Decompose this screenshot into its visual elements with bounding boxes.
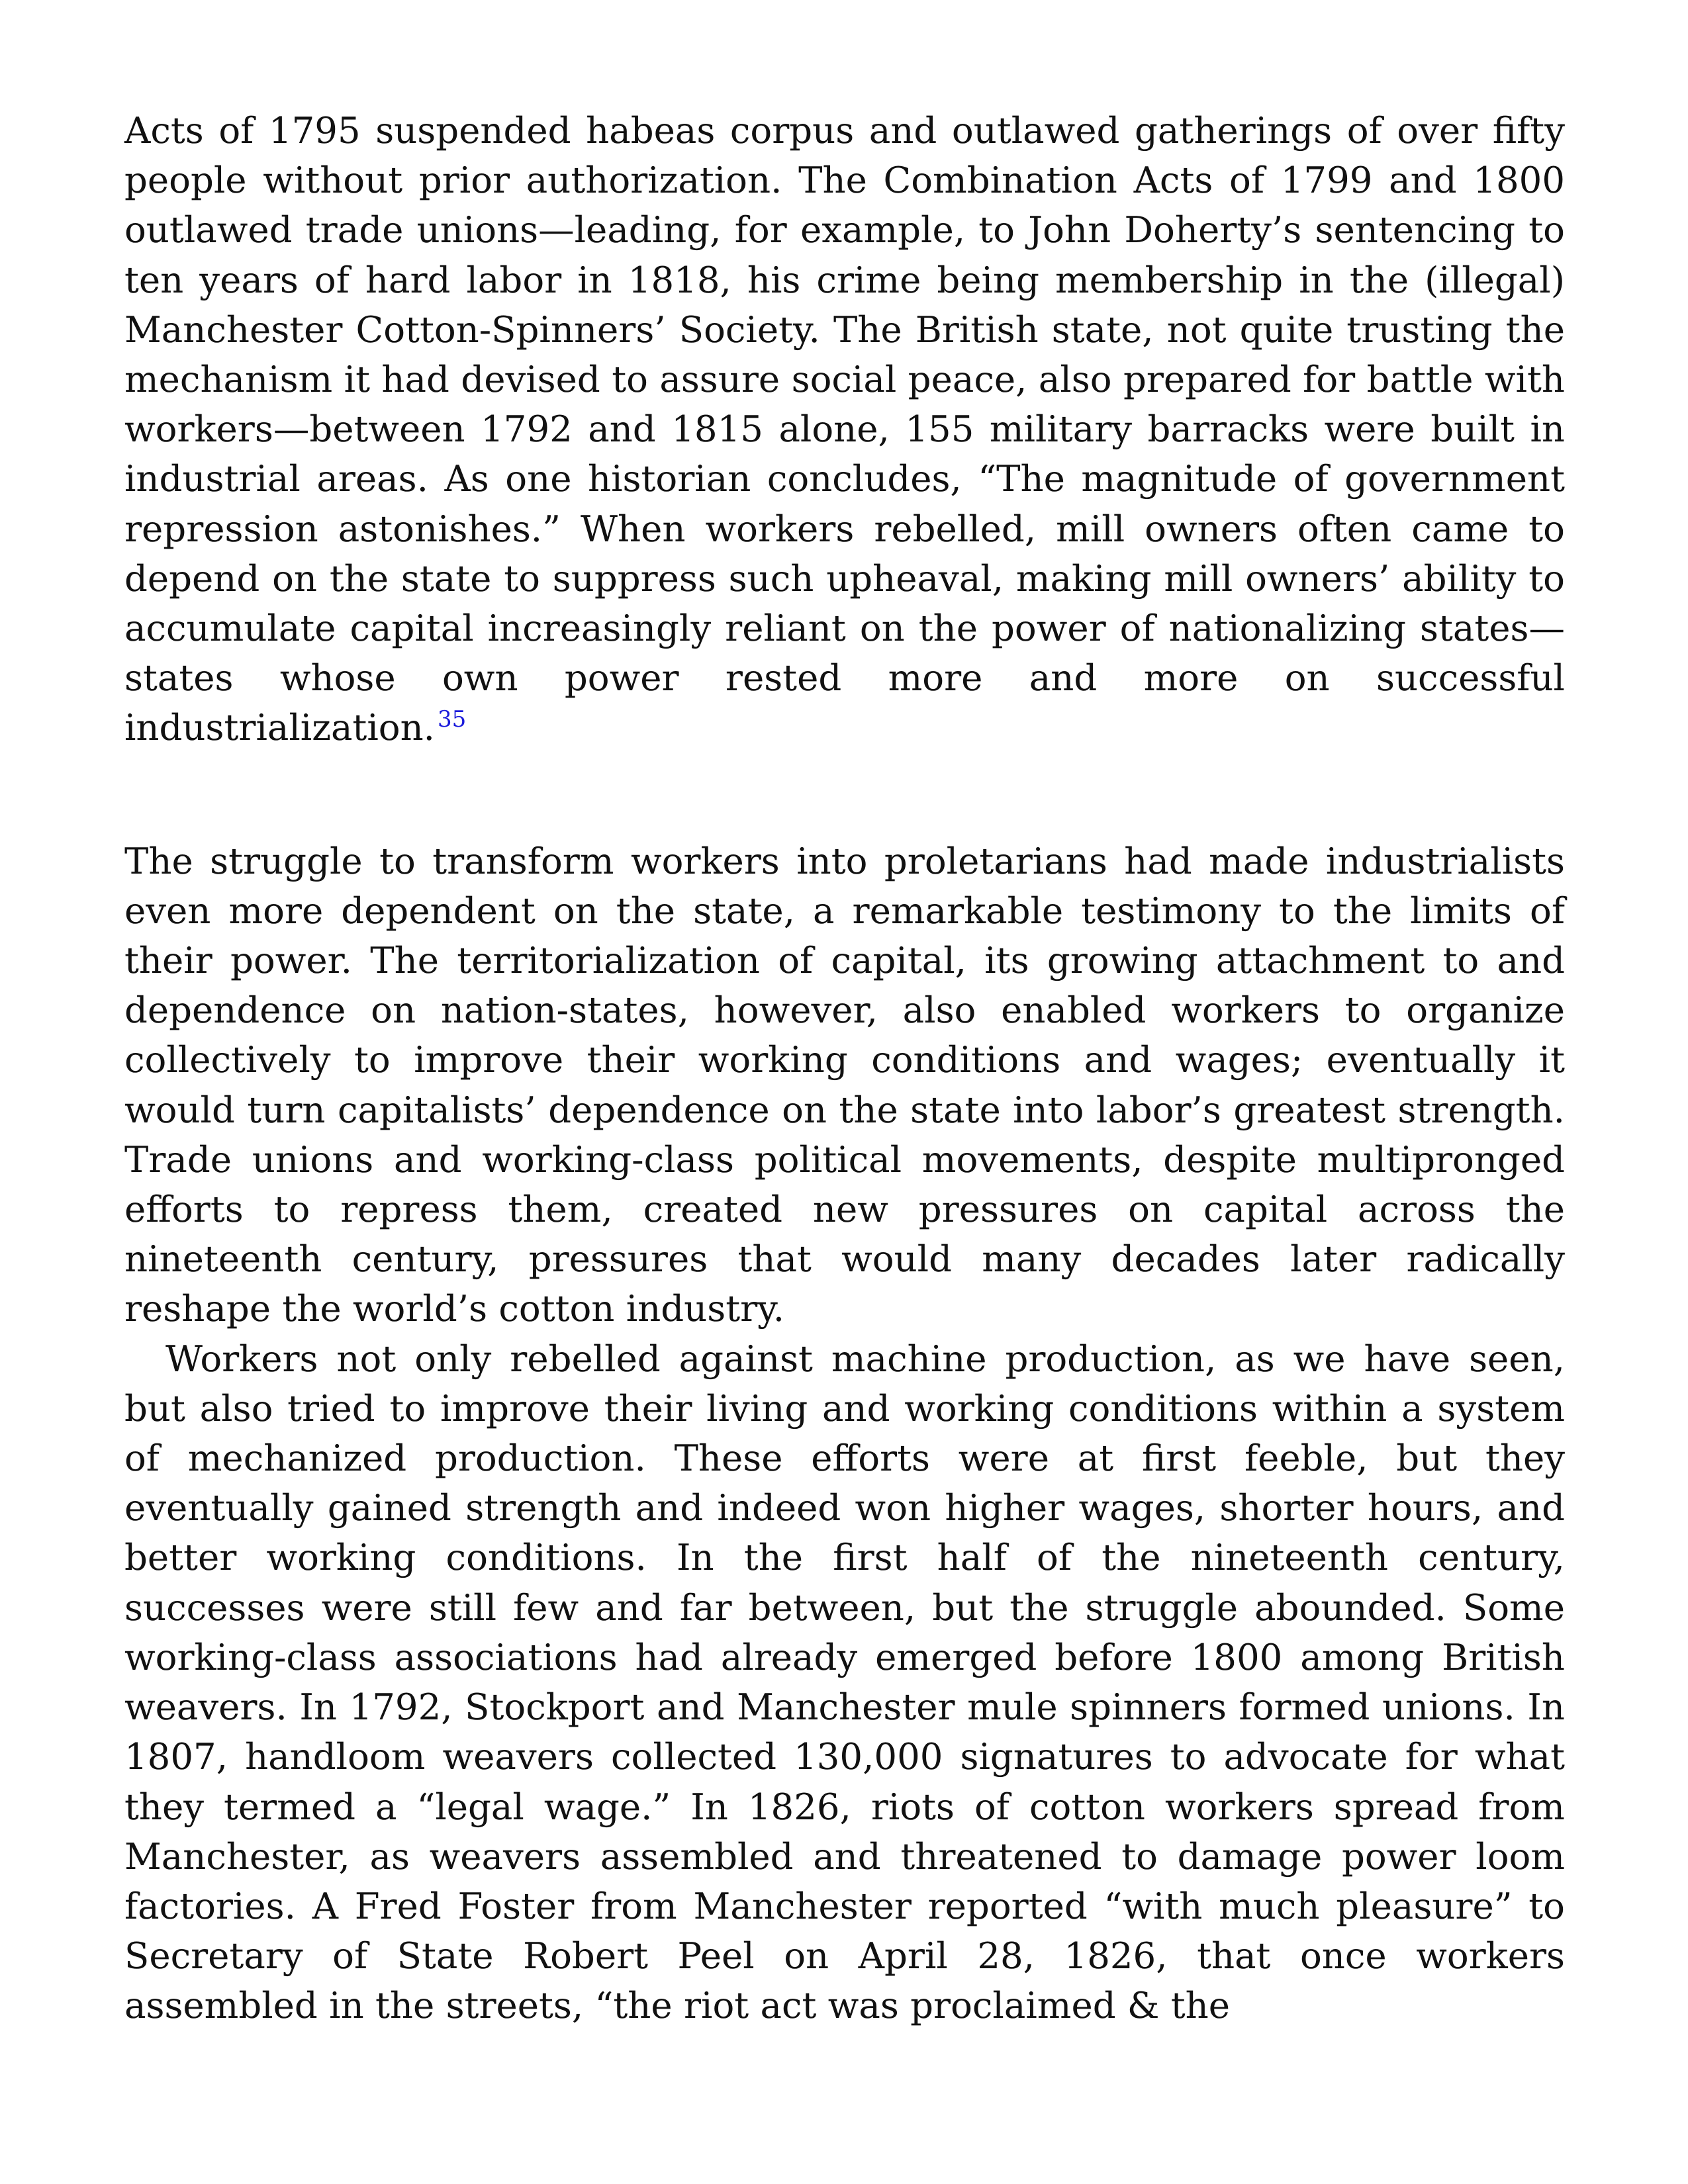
paragraph-territorialization: The struggle to transform workers into proletarians had made industrialists even more dependent on the state, a remarkable testimony to the limits of their power. The territorialization of capital, its growing attachment to and dependence on nation-states, however, also enabled workers to organize collectively to improve their working conditions and wages; eventually it would turn capitalists’ dependence on the state into labor’s greatest strength. Trade unions and working-class political movements, despite multipronged efforts to repress them, created new pressures on capital across the nineteenth century, pressures that would many decades later radically reshape the world’s cotton industry. xyxy=(124,839,1565,1330)
document-page xyxy=(124,106,1565,2031)
paragraph-repression xyxy=(124,106,1565,753)
section-break xyxy=(124,753,1565,837)
footnote-reference-link[interactable]: 35 xyxy=(438,706,467,733)
paragraph-text: Acts of 1795 suspended habeas corpus and outlawed gatherings of over fifty people without prior authorization. The Combination Acts of 1799 and 1800 outlawed trade unions—leading, for example, to John Doherty’s sentencing to ten years of hard labor in 1818, his crime being membership in the (illegal) Manchester Cotton-Spinners’ Society. The British state, not quite trusting the mechanism it had devised to assure social peace, also prepared for battle with workers—between 1792 and 1815 alone, 155 military barracks were built in industrial areas. As one historian concludes, “The magnitude of government repression astonishes.” When workers rebelled, mill owners often came to depend on the state to suppress such upheaval, making mill owners’ ability to accumulate capital increasingly reliant on the power of nationalizing states—states whose own power rested more and more on successful industrialization. xyxy=(124,109,1565,749)
paragraph-workers-rebelled: Workers not only rebelled against machine production, as we have seen, but also tried to improve their living and working conditions within a system of mechanized production. These efforts were at first feeble, but they eventually gained strength and indeed won higher wages, shorter hours, and better working conditions. In the first half of the nineteenth century, successes were still few and far between, but the struggle abounded. Some working-class associations had already emerged before 1800 among British weavers. In 1792, Stockport and Manchester mule spinners formed unions. In 1807, handloom weavers collected 130,000 signatures to advocate for what they termed a “legal wage.” In 1826, riots of cotton workers spread from Manchester, as weavers assembled and threatened to damage power loom factories. A Fred Foster from Manchester reported “with much pleasure” to Secretary of State Robert Peel on April 28, 1826, that once workers assembled in the streets, “the riot act was proclaimed & the xyxy=(124,1337,1565,2027)
